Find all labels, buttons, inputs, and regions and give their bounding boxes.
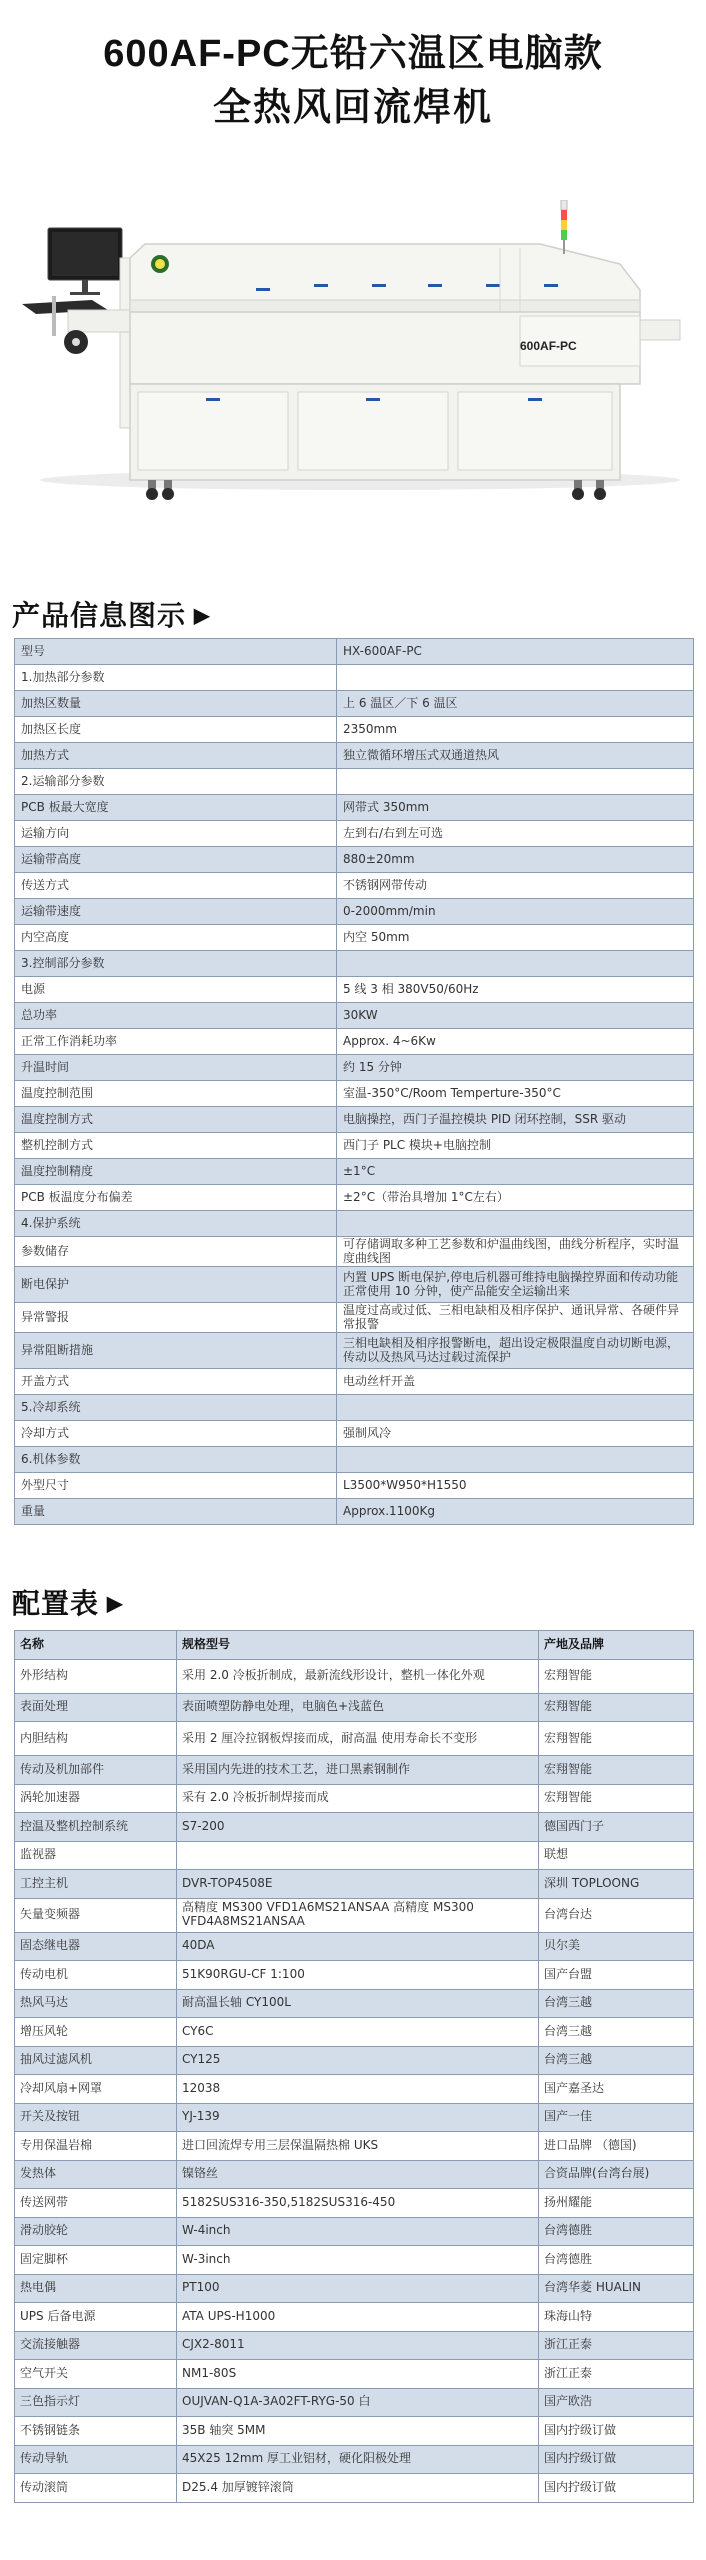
config-name: 冷却风扇+网罩 bbox=[15, 2075, 177, 2104]
config-header-model: 规格型号 bbox=[177, 1631, 539, 1660]
config-model bbox=[177, 1841, 539, 1870]
config-model: CJX2-8011 bbox=[177, 2331, 539, 2360]
spec-row bbox=[15, 769, 694, 795]
spec-value: 电动丝杆开盖 bbox=[337, 1369, 694, 1395]
spec-row bbox=[15, 1267, 694, 1303]
spec-value: 内置 UPS 断电保护,停电后机器可维持电脑操控界面和传动功能正常使用 10 分钟，使产品能安全运输出来 bbox=[337, 1267, 694, 1303]
spec-value: 温度过高或过低、三相电缺相及相序保护、通讯异常、各硬件异常报警 bbox=[337, 1303, 694, 1333]
config-name: 传动电机 bbox=[15, 1961, 177, 1990]
config-model: S7-200 bbox=[177, 1813, 539, 1842]
spec-row bbox=[15, 1003, 694, 1029]
spec-label: 异常阻断措施 bbox=[15, 1333, 337, 1369]
spec-row bbox=[15, 743, 694, 769]
spec-row bbox=[15, 925, 694, 951]
spec-label: 型号 bbox=[15, 639, 337, 665]
config-brand: 台湾华菱 HUALIN bbox=[539, 2274, 694, 2303]
config-name: 空气开关 bbox=[15, 2360, 177, 2389]
spec-row bbox=[15, 1473, 694, 1499]
spec-label: PCB 板温度分布偏差 bbox=[15, 1185, 337, 1211]
spec-row bbox=[15, 1029, 694, 1055]
config-row bbox=[15, 1693, 694, 1722]
config-row bbox=[15, 2160, 694, 2189]
spec-value: 室温-350°C/Room Temperture-350°C bbox=[337, 1081, 694, 1107]
spec-row bbox=[15, 1159, 694, 1185]
spec-value: 左到右/右到左可选 bbox=[337, 821, 694, 847]
config-brand: 宏翔智能 bbox=[539, 1756, 694, 1785]
config-model: 40DA bbox=[177, 1932, 539, 1961]
config-row bbox=[15, 2445, 694, 2474]
config-model: 采用国内先进的技术工艺，进口黑素钢制作 bbox=[177, 1756, 539, 1785]
config-row bbox=[15, 2417, 694, 2446]
config-name: 热电偶 bbox=[15, 2274, 177, 2303]
spec-value bbox=[337, 769, 694, 795]
config-row bbox=[15, 1813, 694, 1842]
spec-label: 2.运输部分参数 bbox=[15, 769, 337, 795]
config-brand: 珠海山特 bbox=[539, 2303, 694, 2332]
config-row bbox=[15, 2217, 694, 2246]
config-brand: 宏翔智能 bbox=[539, 1693, 694, 1722]
config-table-header bbox=[15, 1631, 694, 1660]
config-row bbox=[15, 2075, 694, 2104]
spec-label: 4.保护系统 bbox=[15, 1211, 337, 1237]
spec-value bbox=[337, 1211, 694, 1237]
config-name: 外形结构 bbox=[15, 1659, 177, 1693]
spec-label: 正常工作消耗功率 bbox=[15, 1029, 337, 1055]
config-name: UPS 后备电源 bbox=[15, 2303, 177, 2332]
spec-label: 运输带高度 bbox=[15, 847, 337, 873]
config-name: 表面处理 bbox=[15, 1693, 177, 1722]
spec-label: 1.加热部分参数 bbox=[15, 665, 337, 691]
spec-row bbox=[15, 1133, 694, 1159]
spec-value: 可存储调取多种工艺参数和炉温曲线图，曲线分析程序，实时温度曲线图 bbox=[337, 1237, 694, 1267]
spec-value: ±2°C（带治具增加 1°C左右） bbox=[337, 1185, 694, 1211]
spec-label: 总功率 bbox=[15, 1003, 337, 1029]
config-model: 高精度 MS300 VFD1A6MS21ANSAA 高精度 MS300 VFD4A8MS21ANSAA bbox=[177, 1898, 539, 1932]
spec-row bbox=[15, 1081, 694, 1107]
spec-row bbox=[15, 639, 694, 665]
config-name: 固态继电器 bbox=[15, 1932, 177, 1961]
spec-value: 独立微循环增压式双通道热风 bbox=[337, 743, 694, 769]
config-name: 发热体 bbox=[15, 2160, 177, 2189]
arrow-right-icon: ▶ bbox=[107, 1593, 124, 1615]
config-model: 45X25 12mm 厚工业铝材，硬化阳极处理 bbox=[177, 2445, 539, 2474]
spec-value: ±1°C bbox=[337, 1159, 694, 1185]
spec-label: 5.冷却系统 bbox=[15, 1395, 337, 1421]
config-model: DVR-TOP4508E bbox=[177, 1870, 539, 1899]
config-model: 镍铬丝 bbox=[177, 2160, 539, 2189]
spec-value: L3500*W950*H1550 bbox=[337, 1473, 694, 1499]
spec-row bbox=[15, 1237, 694, 1267]
config-name: 开关及按钮 bbox=[15, 2103, 177, 2132]
config-model: 51K90RGU-CF 1:100 bbox=[177, 1961, 539, 1990]
config-model: 5182SUS316-350,5182SUS316-450 bbox=[177, 2189, 539, 2218]
spec-row bbox=[15, 847, 694, 873]
spec-row bbox=[15, 1395, 694, 1421]
config-model: CY125 bbox=[177, 2046, 539, 2075]
config-brand: 台湾德胜 bbox=[539, 2246, 694, 2275]
config-name: 传送网带 bbox=[15, 2189, 177, 2218]
spec-row bbox=[15, 1333, 694, 1369]
spec-value: 上 6 温区／下 6 温区 bbox=[337, 691, 694, 717]
config-header-name: 名称 bbox=[15, 1631, 177, 1660]
config-row bbox=[15, 2331, 694, 2360]
config-row bbox=[15, 2246, 694, 2275]
config-model: YJ-139 bbox=[177, 2103, 539, 2132]
spec-label: 参数储存 bbox=[15, 1237, 337, 1267]
reflow-oven-image bbox=[0, 200, 706, 600]
config-row bbox=[15, 1756, 694, 1785]
config-brand: 联想 bbox=[539, 1841, 694, 1870]
spec-row bbox=[15, 821, 694, 847]
config-name: 控温及整机控制系统 bbox=[15, 1813, 177, 1842]
spec-value: Approx.1100Kg bbox=[337, 1499, 694, 1525]
spec-label: 断电保护 bbox=[15, 1267, 337, 1303]
config-model: D25.4 加厚镀锌滚筒 bbox=[177, 2474, 539, 2503]
config-model: 采用 2.0 冷板折制成，最新流线形设计，整机一体化外观 bbox=[177, 1659, 539, 1693]
spec-label: 内空高度 bbox=[15, 925, 337, 951]
config-row bbox=[15, 1784, 694, 1813]
spec-label: 重量 bbox=[15, 1499, 337, 1525]
config-brand: 进口品牌 （德国) bbox=[539, 2132, 694, 2161]
spec-value bbox=[337, 665, 694, 691]
spec-value: 网带式 350mm bbox=[337, 795, 694, 821]
config-model: 耐高温长轴 CY100L bbox=[177, 1989, 539, 2018]
spec-row bbox=[15, 1211, 694, 1237]
spec-row bbox=[15, 1369, 694, 1395]
config-row bbox=[15, 1722, 694, 1756]
config-model: 采用 2 厘冷拉钢板焊接而成，耐高温 使用寿命长不变形 bbox=[177, 1722, 539, 1756]
spec-row bbox=[15, 873, 694, 899]
spec-label: PCB 板最大宽度 bbox=[15, 795, 337, 821]
config-name: 热风马达 bbox=[15, 1989, 177, 2018]
spec-value: 5 线 3 相 380V50/60Hz bbox=[337, 977, 694, 1003]
spec-row bbox=[15, 1421, 694, 1447]
product-header bbox=[0, 0, 706, 600]
config-brand: 贝尔美 bbox=[539, 1932, 694, 1961]
spec-row bbox=[15, 1303, 694, 1333]
spec-label: 异常警报 bbox=[15, 1303, 337, 1333]
page-title bbox=[0, 0, 706, 136]
config-row bbox=[15, 1870, 694, 1899]
config-row bbox=[15, 2103, 694, 2132]
config-name: 传动滚筒 bbox=[15, 2474, 177, 2503]
config-name: 三色指示灯 bbox=[15, 2388, 177, 2417]
spec-value: 880±20mm bbox=[337, 847, 694, 873]
spec-row bbox=[15, 795, 694, 821]
config-row bbox=[15, 2474, 694, 2503]
config-row bbox=[15, 1961, 694, 1990]
config-row bbox=[15, 2046, 694, 2075]
config-brand: 台湾三越 bbox=[539, 2046, 694, 2075]
config-model: 12038 bbox=[177, 2075, 539, 2104]
spec-value: 30KW bbox=[337, 1003, 694, 1029]
spec-row bbox=[15, 1055, 694, 1081]
spec-value: 三相电缺相及相序报警断电，超出设定极限温度自动切断电源，传动以及热风马达过载过流保护 bbox=[337, 1333, 694, 1369]
config-section-title bbox=[12, 1582, 123, 1622]
config-brand: 国产嘉圣达 bbox=[539, 2075, 694, 2104]
config-name: 不锈钢链条 bbox=[15, 2417, 177, 2446]
spec-value: 2350mm bbox=[337, 717, 694, 743]
spec-label: 外型尺寸 bbox=[15, 1473, 337, 1499]
config-model: CY6C bbox=[177, 2018, 539, 2047]
config-model: PT100 bbox=[177, 2274, 539, 2303]
config-model: OUJVAN-Q1A-3A02FT-RYG-50 白 bbox=[177, 2388, 539, 2417]
config-model: 采有 2.0 冷板折制焊接而成 bbox=[177, 1784, 539, 1813]
spec-value bbox=[337, 951, 694, 977]
config-brand: 国内拧级订做 bbox=[539, 2445, 694, 2474]
title-line-1: 600AF-PC无铅六温区电脑款 bbox=[103, 33, 603, 75]
config-model: W-3inch bbox=[177, 2246, 539, 2275]
spec-table bbox=[14, 638, 694, 1525]
spec-label: 开盖方式 bbox=[15, 1369, 337, 1395]
spec-row bbox=[15, 977, 694, 1003]
spec-label: 电源 bbox=[15, 977, 337, 1003]
config-name: 滑动胶轮 bbox=[15, 2217, 177, 2246]
spec-row bbox=[15, 665, 694, 691]
config-model: NM1-80S bbox=[177, 2360, 539, 2389]
config-section-title-text: 配置表 bbox=[12, 1588, 100, 1619]
config-row bbox=[15, 2132, 694, 2161]
config-model: W-4inch bbox=[177, 2217, 539, 2246]
config-name: 增压风轮 bbox=[15, 2018, 177, 2047]
spec-label: 冷却方式 bbox=[15, 1421, 337, 1447]
config-brand: 台湾德胜 bbox=[539, 2217, 694, 2246]
config-row bbox=[15, 2018, 694, 2047]
config-name: 涡轮加速器 bbox=[15, 1784, 177, 1813]
config-brand: 台湾三越 bbox=[539, 2018, 694, 2047]
spec-row bbox=[15, 899, 694, 925]
spec-value: 0-2000mm/min bbox=[337, 899, 694, 925]
spec-label: 运输带速度 bbox=[15, 899, 337, 925]
config-brand: 国产台盟 bbox=[539, 1961, 694, 1990]
spec-label: 运输方向 bbox=[15, 821, 337, 847]
config-row bbox=[15, 1898, 694, 1932]
config-row bbox=[15, 1841, 694, 1870]
spec-row bbox=[15, 951, 694, 977]
config-name: 工控主机 bbox=[15, 1870, 177, 1899]
config-row bbox=[15, 2360, 694, 2389]
config-brand: 扬州耀能 bbox=[539, 2189, 694, 2218]
spec-row bbox=[15, 717, 694, 743]
config-brand: 合资品牌(台湾台展) bbox=[539, 2160, 694, 2189]
spec-label: 加热区长度 bbox=[15, 717, 337, 743]
spec-value bbox=[337, 1447, 694, 1473]
spec-label: 升温时间 bbox=[15, 1055, 337, 1081]
config-name: 内胆结构 bbox=[15, 1722, 177, 1756]
config-brand: 国产欧浩 bbox=[539, 2388, 694, 2417]
arrow-right-icon: ▶ bbox=[194, 605, 211, 627]
spec-row bbox=[15, 691, 694, 717]
config-name: 固定脚杯 bbox=[15, 2246, 177, 2275]
spec-value: 不锈钢网带传动 bbox=[337, 873, 694, 899]
config-row bbox=[15, 2303, 694, 2332]
spec-row bbox=[15, 1185, 694, 1211]
config-brand: 德国西门子 bbox=[539, 1813, 694, 1842]
config-name: 交流接触器 bbox=[15, 2331, 177, 2360]
title-line-2: 全热风回流焊机 bbox=[212, 87, 493, 129]
spec-section-title-text: 产品信息图示 bbox=[12, 600, 187, 631]
config-header-brand: 产地及品牌 bbox=[539, 1631, 694, 1660]
spec-label: 传送方式 bbox=[15, 873, 337, 899]
spec-label: 6.机体参数 bbox=[15, 1447, 337, 1473]
spec-row bbox=[15, 1447, 694, 1473]
spec-value: 约 15 分钟 bbox=[337, 1055, 694, 1081]
config-brand: 深圳 TOPLOONG bbox=[539, 1870, 694, 1899]
spec-value: HX-600AF-PC bbox=[337, 639, 694, 665]
spec-label: 温度控制方式 bbox=[15, 1107, 337, 1133]
spec-label: 整机控制方式 bbox=[15, 1133, 337, 1159]
config-row bbox=[15, 1989, 694, 2018]
config-row bbox=[15, 2388, 694, 2417]
config-brand: 台湾三越 bbox=[539, 1989, 694, 2018]
config-row bbox=[15, 1659, 694, 1693]
spec-label: 加热区数量 bbox=[15, 691, 337, 717]
config-brand: 宏翔智能 bbox=[539, 1659, 694, 1693]
config-model: ATA UPS-H1000 bbox=[177, 2303, 539, 2332]
spec-value: 电脑操控，西门子温控模块 PID 闭环控制，SSR 驱动 bbox=[337, 1107, 694, 1133]
config-row bbox=[15, 2274, 694, 2303]
config-brand: 国内拧级订做 bbox=[539, 2417, 694, 2446]
config-brand: 浙江正泰 bbox=[539, 2360, 694, 2389]
spec-row bbox=[15, 1107, 694, 1133]
spec-label: 3.控制部分参数 bbox=[15, 951, 337, 977]
config-name: 抽风过滤风机 bbox=[15, 2046, 177, 2075]
config-brand: 浙江正泰 bbox=[539, 2331, 694, 2360]
spec-value: Approx. 4~6Kw bbox=[337, 1029, 694, 1055]
spec-value: 内空 50mm bbox=[337, 925, 694, 951]
spec-section-title bbox=[12, 594, 210, 634]
config-brand: 宏翔智能 bbox=[539, 1784, 694, 1813]
config-brand: 国内拧级订做 bbox=[539, 2474, 694, 2503]
spec-label: 温度控制精度 bbox=[15, 1159, 337, 1185]
config-brand: 台湾台达 bbox=[539, 1898, 694, 1932]
config-name: 监视器 bbox=[15, 1841, 177, 1870]
config-name: 传动及机加部件 bbox=[15, 1756, 177, 1785]
machine-model-label: 600AF-PC bbox=[520, 339, 577, 353]
spec-value: 西门子 PLC 模块+电脑控制 bbox=[337, 1133, 694, 1159]
config-name: 矢量变频器 bbox=[15, 1898, 177, 1932]
config-model: 进口回流焊专用三层保温隔热棉 UKS bbox=[177, 2132, 539, 2161]
config-row bbox=[15, 1932, 694, 1961]
spec-label: 加热方式 bbox=[15, 743, 337, 769]
config-model: 35B 轴突 5MM bbox=[177, 2417, 539, 2446]
spec-value: 强制风冷 bbox=[337, 1421, 694, 1447]
config-brand: 宏翔智能 bbox=[539, 1722, 694, 1756]
config-table bbox=[14, 1630, 694, 2503]
config-brand: 国产一佳 bbox=[539, 2103, 694, 2132]
spec-row bbox=[15, 1499, 694, 1525]
config-name: 传动导轨 bbox=[15, 2445, 177, 2474]
config-name: 专用保温岩棉 bbox=[15, 2132, 177, 2161]
config-row bbox=[15, 2189, 694, 2218]
spec-value bbox=[337, 1395, 694, 1421]
spec-label: 温度控制范围 bbox=[15, 1081, 337, 1107]
config-model: 表面喷塑防静电处理，电脑色+浅蓝色 bbox=[177, 1693, 539, 1722]
